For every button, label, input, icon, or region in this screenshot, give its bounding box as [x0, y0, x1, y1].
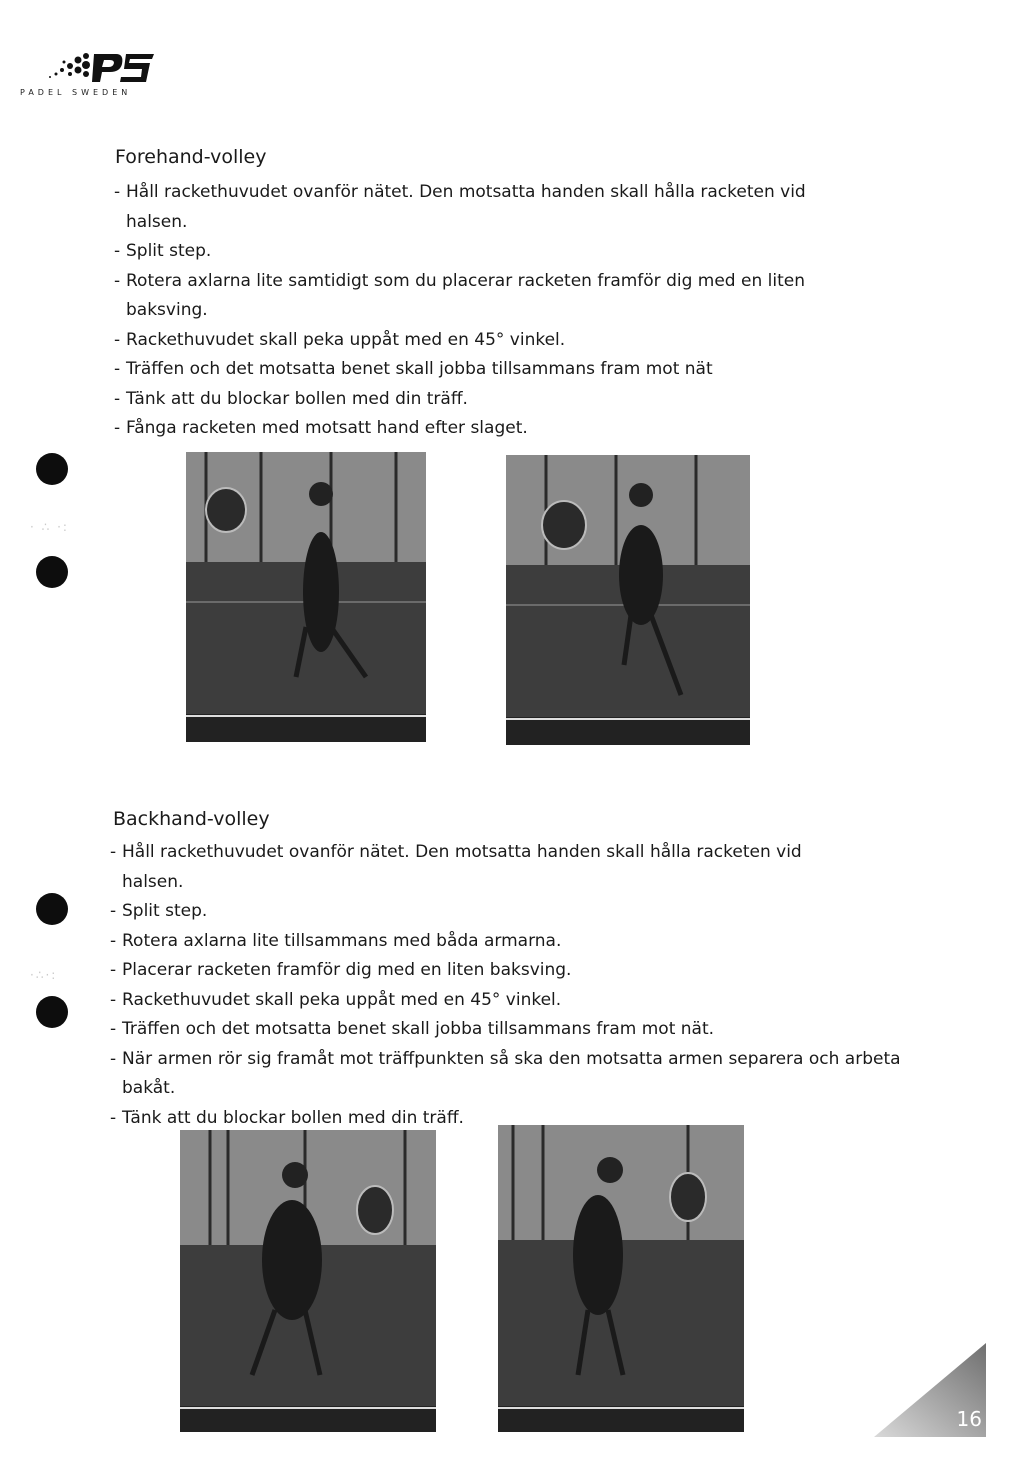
punch-hole — [36, 996, 68, 1028]
logo-text: PADEL SWEDEN — [20, 88, 132, 97]
forehand-list — [114, 178, 844, 444]
backhand-title: Backhand-volley — [113, 808, 270, 830]
forehand-photo-1 — [186, 452, 426, 742]
list-item: - Rackethuvudet skall peka uppåt med en 45° vinkel. — [114, 326, 844, 356]
scan-speckle: ·∴·: — [30, 968, 58, 982]
list-item: - När armen rör sig framåt mot träffpunkten så ska den motsatta armen separera och arbeta bakåt. — [110, 1045, 910, 1104]
list-item: - Tänk att du blockar bollen med din träff. — [110, 1104, 910, 1134]
page-number: 16 — [956, 1407, 982, 1431]
list-item: - Rotera axlarna lite tillsammans med båda armarna. — [110, 927, 910, 957]
punch-hole — [36, 893, 68, 925]
list-item: - Håll rackethuvudet ovanför nätet. Den motsatta handen skall hålla racketen vid halsen. — [114, 178, 844, 237]
backhand-photo-2 — [498, 1125, 744, 1432]
list-item: - Placerar racketen framför dig med en liten baksving. — [110, 956, 910, 986]
list-item: - Träffen och det motsatta benet skall jobba tillsammans fram mot nät — [114, 355, 844, 385]
list-item: - Split step. — [114, 237, 844, 267]
list-item: - Rackethuvudet skall peka uppåt med en 45° vinkel. — [110, 986, 910, 1016]
backhand-list — [110, 838, 910, 1133]
list-item: - Håll rackethuvudet ovanför nätet. Den motsatta handen skall hålla racketen vid halsen. — [110, 838, 840, 897]
forehand-title: Forehand-volley — [115, 146, 267, 168]
punch-hole — [36, 556, 68, 588]
list-item: - Träffen och det motsatta benet skall jobba tillsammans fram mot nät. — [110, 1015, 910, 1045]
forehand-photo-2 — [506, 455, 750, 745]
backhand-photo-1 — [180, 1130, 436, 1432]
scan-speckle: · ∴ ·: — [30, 520, 69, 534]
list-item: - Fånga racketen med motsatt hand efter slaget. — [114, 414, 844, 444]
list-item: - Tänk att du blockar bollen med din träff. — [114, 385, 844, 415]
punch-hole — [36, 453, 68, 485]
list-item: - Split step. — [110, 897, 910, 927]
list-item: - Rotera axlarna lite samtidigt som du placerar racketen framför dig med en liten baksving. — [114, 267, 844, 326]
